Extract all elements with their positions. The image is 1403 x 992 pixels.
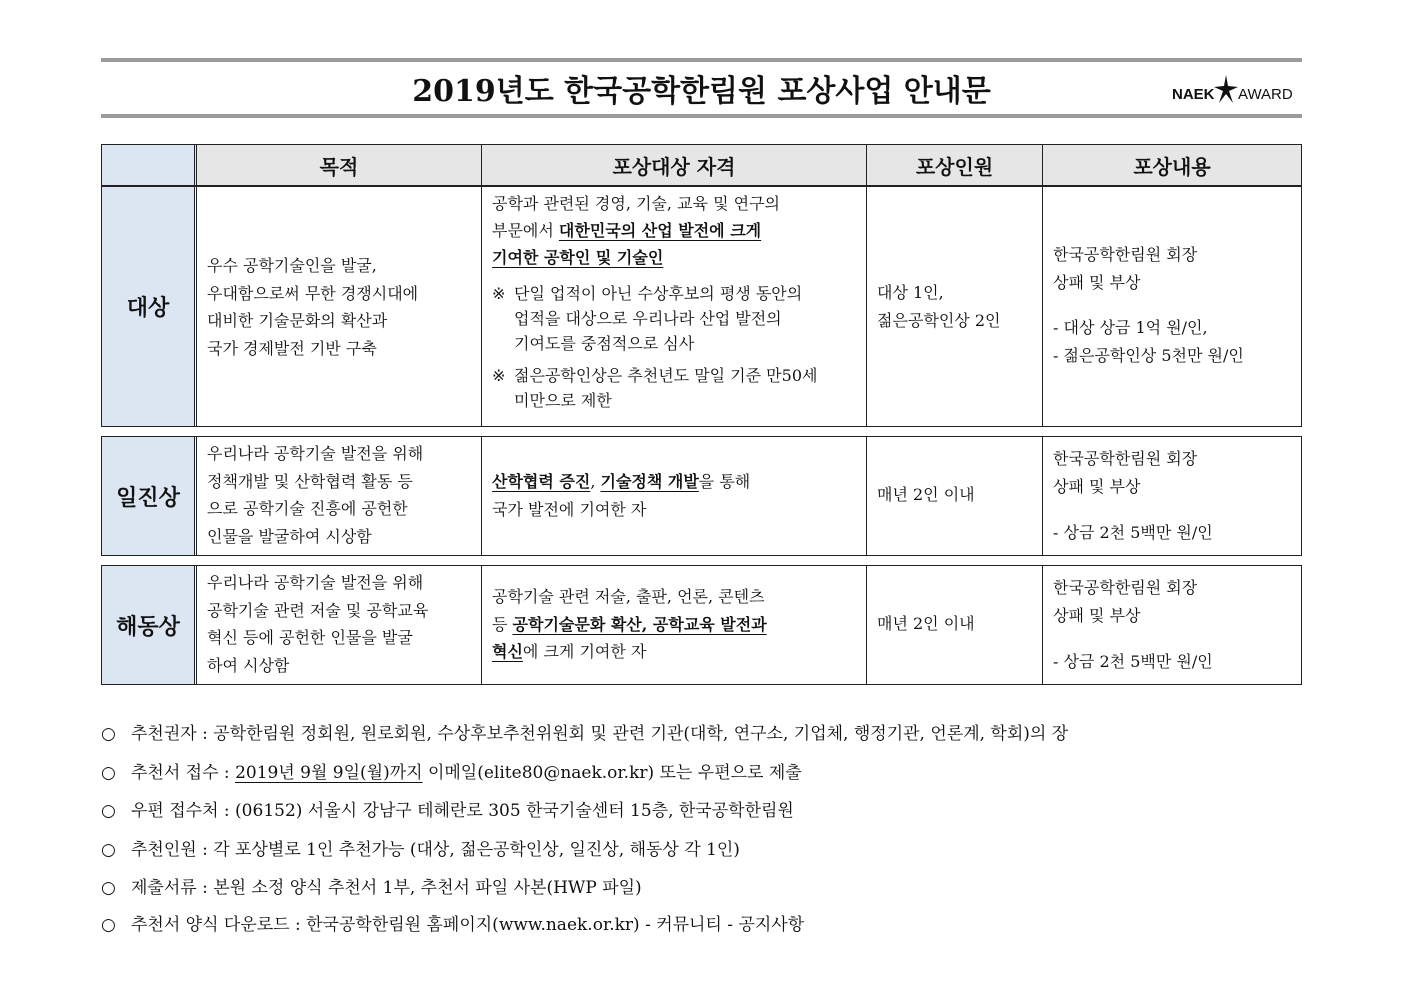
header-qualification: 포상대상 자격 — [481, 145, 866, 185]
qualification-cell — [481, 566, 866, 684]
award-label: 해동상 — [102, 566, 194, 684]
info-item-postal: ○ 우편 접수처 : (06152) 서울시 강남구 테헤란로 305 한국기술센터 15층, 한국공학한림원 — [101, 801, 794, 821]
highlight-text: 혁신 — [492, 642, 523, 661]
info-item-nominator: ○ 추천권자 : 공학한림원 정회원, 원로회원, 수상후보추천위원회 및 관련 기관(대학, 연구소, 기업체, 행정기관, 언론계, 학회)의 장 — [101, 724, 1069, 744]
qualification-line: 혁신에 크게 기여한 자 — [492, 642, 647, 661]
content-line: - 젊은공학인상 5천만 원/인 — [1053, 345, 1244, 365]
content-line: 상패 및 부상 — [1053, 476, 1141, 496]
qualification-cell — [481, 437, 866, 555]
qualification-line: 산학협력 증진, 기술정책 개발을 통해 — [492, 472, 751, 491]
qualification-line: 공학기술 관련 저술, 출판, 언론, 콘텐츠 — [492, 587, 765, 606]
count-line: 매년 2인 이내 — [877, 485, 975, 504]
info-item-documents: ○ 제출서류 : 본원 소정 양식 추천서 1부, 추천서 파일 사본(HWP 파일) — [101, 878, 642, 898]
info-item-download: ○ 추천서 양식 다운로드 : 한국공학한림원 홈페이지(www.naek.or.kr) - 커뮤니티 - 공지사항 — [101, 915, 805, 935]
table-header-row — [101, 144, 1302, 186]
purpose-cell — [194, 437, 481, 555]
header-count: 포상인원 — [866, 145, 1042, 185]
bullet-icon: ○ — [101, 840, 116, 860]
bullet-icon: ○ — [101, 801, 116, 821]
purpose-line: 우리나라 공학기술 발전을 위해 — [207, 573, 424, 592]
page-title: 2019년도 한국공학한림원 포상사업 안내문 — [412, 74, 991, 109]
purpose-line: 으로 공학기술 진흥에 공헌한 — [207, 499, 408, 518]
note-mark: ※ — [492, 366, 506, 385]
info-item-deadline: ○ 추천서 접수 : 2019년 9월 9일(월)까지 이메일(elite80@naek.or.kr) 또는 우편으로 제출 — [101, 763, 802, 783]
purpose-line: 우수 공학기술인을 발굴, — [207, 256, 377, 275]
purpose-line: 대비한 기술문화의 확산과 — [207, 311, 388, 330]
table-row-haedong — [101, 565, 1302, 685]
header-purpose: 목적 — [194, 145, 481, 185]
logo-award-text: AWARD — [1238, 86, 1293, 103]
note-line: 단일 업적이 아닌 수상후보의 평생 동안의 — [514, 284, 803, 303]
purpose-line: 우리나라 공학기술 발전을 위해 — [207, 444, 424, 463]
bullet-icon: ○ — [101, 763, 116, 783]
purpose-cell — [194, 566, 481, 684]
qualification-line: 국가 발전에 기여한 자 — [492, 499, 647, 519]
highlight-text: 기술정책 개발 — [600, 472, 699, 491]
award-label: 일진상 — [102, 437, 194, 555]
highlight-text: 대한민국의 산업 발전에 크게 — [558, 221, 762, 240]
purpose-line: 공학기술 관련 저술 및 공학교육 — [207, 600, 429, 620]
purpose-cell — [194, 187, 481, 426]
highlight-text: 기여한 공학인 및 기술인 — [492, 248, 664, 267]
content-line: - 상금 2천 5백만 원/인 — [1053, 523, 1213, 542]
count-line: 대상 1인, — [877, 283, 944, 302]
content-cell — [1042, 187, 1301, 426]
highlight-text: 산학협력 증진 — [492, 472, 591, 491]
star-icon — [1213, 74, 1239, 108]
count-cell — [866, 437, 1042, 555]
highlight-text: 공학기술문화 확산, 공학교육 발전과 — [512, 614, 767, 634]
count-cell — [866, 187, 1042, 426]
content-line: 한국공학한림원 회장 — [1053, 245, 1198, 264]
content-cell — [1042, 566, 1301, 684]
content-line: 상패 및 부상 — [1053, 605, 1141, 625]
count-line: 젊은공학인상 2인 — [877, 310, 1001, 330]
purpose-line: 우대함으로써 무한 경쟁시대에 — [207, 283, 419, 303]
deadline-date: 2019년 9월 9일(월)까지 — [235, 763, 423, 783]
bullet-icon: ○ — [101, 915, 116, 935]
naek-award-logo — [1172, 84, 1297, 106]
purpose-line: 하여 시상함 — [207, 655, 290, 675]
bullet-icon: ○ — [101, 724, 116, 744]
note-line: 젊은공학인상은 추천년도 말일 기준 만50세 — [514, 366, 818, 385]
note-line: 미만으로 제한 — [514, 391, 612, 410]
top-rule — [101, 58, 1302, 62]
count-cell — [866, 566, 1042, 684]
qualification-line — [492, 244, 858, 271]
header-content: 포상내용 — [1042, 145, 1301, 185]
content-line: - 대상 상금 1억 원/인, — [1053, 318, 1208, 337]
header-corner — [102, 145, 194, 185]
table-row-iljin — [101, 436, 1302, 556]
purpose-line: 국가 경제발전 기반 구축 — [207, 338, 377, 358]
content-cell — [1042, 437, 1301, 555]
purpose-line: 인물을 발굴하여 시상함 — [207, 526, 372, 546]
content-line: 한국공학한림원 회장 — [1053, 578, 1198, 597]
qualification-line: 공학과 관련된 경영, 기술, 교육 및 연구의 — [492, 194, 780, 213]
qualification-line: 등 공학기술문화 확산, 공학교육 발전과 — [492, 614, 767, 634]
qualification-line: 부문에서 대한민국의 산업 발전에 크게 — [492, 221, 762, 240]
content-line: 상패 및 부상 — [1053, 272, 1141, 292]
note — [492, 363, 858, 413]
note — [492, 281, 858, 356]
note-line: 기여도를 중점적으로 심사 — [514, 334, 695, 353]
content-line: - 상금 2천 5백만 원/인 — [1053, 652, 1213, 671]
table-row-daesang — [101, 186, 1302, 427]
purpose-line: 정책개발 및 산학협력 활동 등 — [207, 471, 413, 491]
note-mark: ※ — [492, 284, 506, 303]
bullet-icon: ○ — [101, 878, 116, 898]
purpose-line: 혁신 등에 공헌한 인물을 발굴 — [207, 628, 413, 647]
logo-naek-text: NAEK — [1172, 86, 1215, 103]
count-line: 매년 2인 이내 — [877, 614, 975, 633]
qualification-cell — [481, 187, 866, 426]
info-item-count: ○ 추천인원 : 각 포상별로 1인 추천가능 (대상, 젊은공학인상, 일진상, 해동상 각 1인) — [101, 840, 740, 860]
note-line: 업적을 대상으로 우리나라 산업 발전의 — [514, 309, 782, 328]
bottom-rule — [101, 114, 1302, 118]
award-label: 대상 — [102, 187, 194, 426]
content-line: 한국공학한림원 회장 — [1053, 449, 1198, 468]
